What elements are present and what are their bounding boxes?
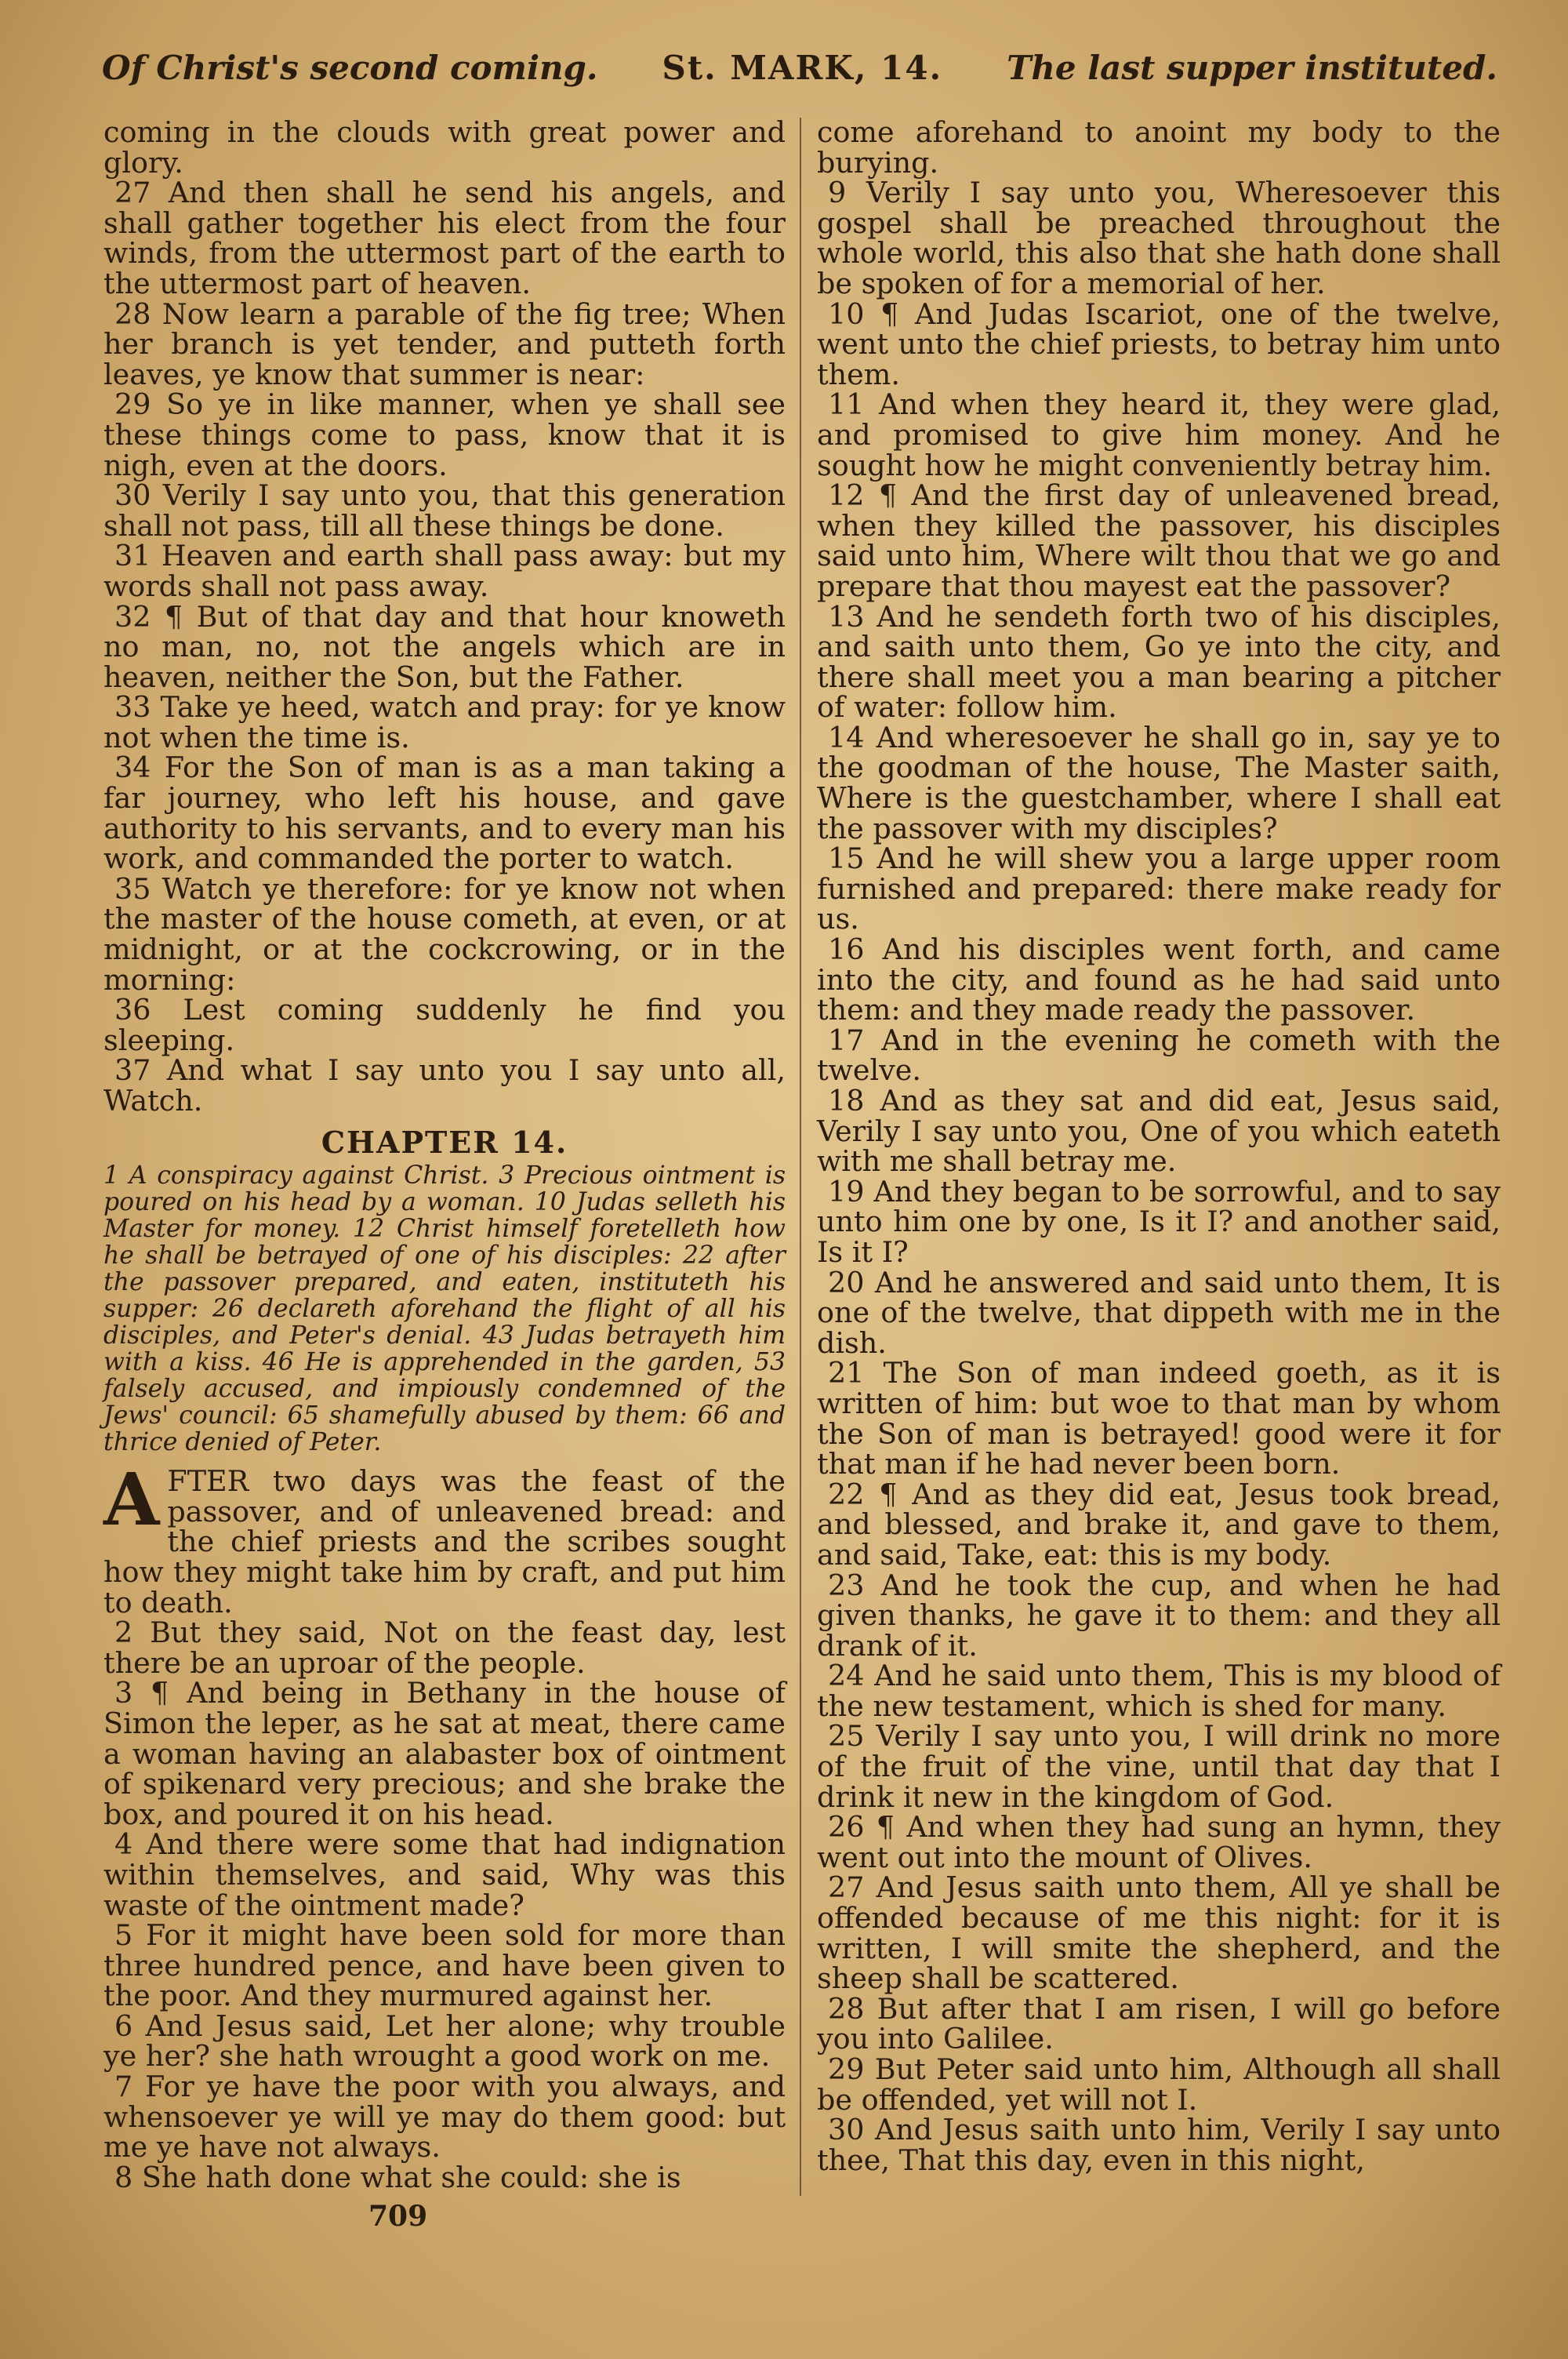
verse: 23 And he took the cup, and when he had given thanks, he gave it to them: and they all drank of it. [817, 1568, 1501, 1663]
verse: 4 And there were some that had indignation within themselves, and said, Why was this waste of the ointment made? [103, 1827, 786, 1922]
header-right: The last supper instituted. [1007, 49, 1497, 87]
verse: 14 And wheresoever he shall go in, say ye to the goodman of the house, The Master saith, Where is the guestchamber, where I shall eat the passover with my disciples? [817, 720, 1501, 845]
first-verse [103, 1457, 786, 1619]
verse: 20 And he answered and said unto them, It is one of the twelve, that dippeth with me in the dish. [817, 1265, 1501, 1360]
verse: 21 The Son of man indeed goeth, as it is written of him: but woe to that man by whom the Son of man is betrayed! good were it for that man if he had never been born. [817, 1356, 1501, 1481]
header-center: St. MARK, 14. [662, 49, 943, 87]
verse: 3 ¶ And being in Bethany in the house of Simon the leper, as he sat at meat, there came a woman having an alabaster box of ointment of spikenard very precious; and she brake the box, and poured it on his head. [103, 1676, 786, 1831]
column-divider [800, 118, 801, 2196]
verse: 24 And he said unto them, This is my blood of the new testament, which is shed for many. [817, 1659, 1501, 1723]
verse: 29 But Peter said unto him, Although all shall be offended, yet will not I. [817, 2052, 1501, 2117]
verse: 36 Lest coming suddenly he find you sleeping. [103, 993, 786, 1057]
verse: 35 Watch ye therefore: for ye know not when the master of the house cometh, at even, or at midnight, or at the cockcrowing, or in the morning: [103, 871, 786, 997]
verse: 30 Verily I say unto you, that this generation shall not pass, till all these things be done. [103, 478, 786, 543]
verse: 16 And his disciples went forth, and came into the city, and found as he had said unto them: and they made ready the passover. [817, 932, 1501, 1027]
verse: 25 Verily I say unto you, I will drink no more of the fruit of the vine, until that day that I drink it new in the kingdom of God. [817, 1719, 1501, 1814]
first-verse-text: FTER two days was the feast of the passover, and of unleavened bread: and the chief priests and the scribes sought how they might take him by craft, and put him to death. [103, 1464, 786, 1619]
verse: 30 And Jesus saith unto him, Verily I say unto thee, That this day, even in this night, [817, 2113, 1501, 2177]
right-verses [817, 115, 1501, 2177]
verse: 22 ¶ And as they did eat, Jesus took bread, and blessed, and brake it, and gave to them, and said, Take, eat: this is my body. [817, 1477, 1501, 1572]
verse: 11 And when they heard it, they were glad, and promised to give him money. And he sought how he might conveniently betray him. [817, 387, 1501, 482]
verse: come aforehand to anoint my body to the burying. [817, 115, 1501, 180]
header-left: Of Christ's second coming. [102, 49, 598, 87]
verse: 7 For ye have the poor with you always, and whensoever ye will ye may do them good: but me ye have not always. [103, 2070, 786, 2165]
verse: 15 And he will shew you a large upper room furnished and prepared: there make ready for us. [817, 841, 1501, 936]
verse: 6 And Jesus said, Let her alone; why trouble ye her? she hath wrought a good work on me. [103, 2008, 786, 2074]
verse: 28 Now learn a parable of the fig tree; When her branch is yet tender, and putteth forth leaves, ye know that summer is near: [103, 296, 786, 391]
verse: 26 ¶ And when they had sung an hymn, they went out into the mount of Olives. [817, 1810, 1501, 1874]
verse: 10 ¶ And Judas Iscariot, one of the twelve, went unto the chief priests, to betray him unto them. [817, 296, 1501, 391]
verse: 8 She hath done what she could: she is [114, 2160, 681, 2194]
verse: 29 So ye in like manner, when ye shall see these things come to pass, know that it is nigh, even at the doors. [103, 387, 786, 482]
verse: 37 And what I say unto you I say unto all, Watch. [103, 1053, 786, 1118]
verse: 33 Take ye heed, watch and pray: for ye know not when the time is. [103, 690, 786, 754]
drop-cap: A [103, 1457, 160, 1543]
left-verses-after-first [103, 1618, 786, 2193]
verse: 18 And as they sat and did eat, Jesus said, Verily I say unto you, One of you which eateth with me shall betray me. [817, 1084, 1501, 1179]
verse: 13 And he sendeth forth two of his disciples, and saith unto them, Go ye into the city, and there shall meet you a man bearing a pitcher of water: follow him. [817, 599, 1501, 725]
running-header [102, 49, 1497, 104]
left-verses-before-chapter [103, 115, 786, 1118]
verse: 27 And then shall he send his angels, and shall gather together his elect from the four winds, from the uttermost part of the earth to the uttermost part of heaven. [103, 176, 786, 300]
verse: 31 Heaven and earth shall pass away: but my words shall not pass away. [103, 539, 786, 603]
verse: 28 But after that I am risen, I will go before you into Galilee. [817, 1991, 1501, 2056]
verse: 19 And they began to be sorrowful, and to say unto him one by one, Is it I? and another said, Is it I? [817, 1174, 1501, 1269]
verse: 5 For it might have been sold for more than three hundred pence, and have been given to the poor. And they murmured against her. [103, 1918, 786, 2013]
verse: 9 Verily I say unto you, Wheresoever this gospel shall be preached throughout the whole world, this also that she hath done shall be spoken of for a memorial of her. [817, 176, 1501, 300]
page-number: 709 [368, 2200, 428, 2233]
verse: 34 For the Son of man is as a man taking a far journey, who left his house, and gave authority to his servants, and to every man his work, and commanded the porter to watch. [103, 751, 786, 876]
right-column [817, 115, 1501, 2177]
verse: 12 ¶ And the first day of unleavened bread, when they killed the passover, his disciples said unto him, Where wilt thou that we go and prepare that thou mayest eat the passover? [817, 478, 1501, 603]
verse: 27 And Jesus saith unto them, All ye shall be offended because of me this night: for it is written, I will smite the shepherd, and the sheep shall be scattered. [817, 1870, 1501, 1996]
verse: coming in the clouds with great power and glory. [103, 115, 786, 180]
verse: 2 But they said, Not on the feast day, lest there be an uproar of the people. [103, 1616, 786, 1680]
chapter-summary: 1 A conspiracy against Christ. 3 Precious ointment is poured on his head by a woman. 10 Judas selleth his Master for money. 12 Christ himself foretelleth how he shall be betrayed of one of his disciples: 22 after the passover prepared, and eaten, instituteth his supper: 26 declareth aforehand the flight of all his disciples, and Peter's denial. 43 Judas betrayeth him with a kiss. 46 He is apprehended in the garden, 53 falsely accused, and impiously condemned of the Jews' council: 65 shamefully abused by them: 66 and thrice denied of Peter. [103, 1161, 786, 1457]
verse: 32 ¶ But of that day and that hour knoweth no man, no, not the angels which are in heaven, neither the Son, but the Father. [103, 599, 786, 694]
left-column [103, 115, 786, 2194]
chapter-title: CHAPTER 14. [321, 1124, 568, 1160]
verse: 17 And in the evening he cometh with the twelve. [817, 1023, 1501, 1088]
